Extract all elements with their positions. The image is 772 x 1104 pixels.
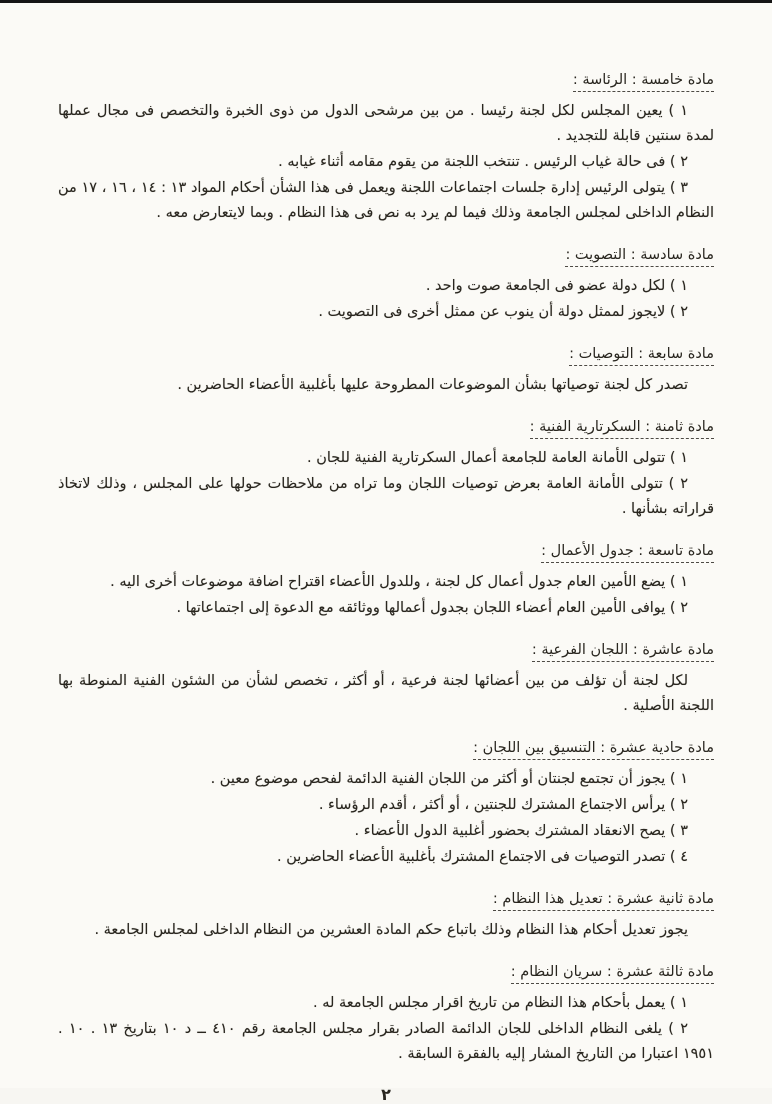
- article-6: [58, 244, 714, 325]
- article-6-title: مادة سادسة : التصويت :: [58, 244, 714, 266]
- article-9-item-2: ٢ ) يوافى الأمين العام أعضاء اللجان بجدول أعمالها ووثائقه مع الدعوة إلى اجتماعاتها .: [176, 600, 688, 616]
- article-6-item-1: ١ ) لكل دولة عضو فى الجامعة صوت واحد .: [425, 278, 688, 294]
- article-8: [58, 416, 714, 522]
- article-7-body: تصدر كل لجنة توصياتها بشأن الموضوعات المطروحة عليها بأغلبية الأعضاء الحاضرين .: [177, 377, 688, 393]
- article-12-title: مادة ثانية عشرة : تعديل هذا النظام :: [58, 888, 714, 910]
- article-9-item-1: ١ ) يضع الأمين العام جدول أعمال كل لجنة ، وللدول الأعضاء اقتراح اضافة موضوعات أخرى اليه .: [110, 574, 688, 590]
- article-10-body: لكل لجنة أن تؤلف من بين أعضائها لجنة فرعية ، أو أكثر ، تخصص لشأن من الشئون الفنية المنوطة بها اللجنة الأصلية .: [58, 673, 714, 714]
- article-10: [58, 639, 714, 719]
- article-9: [58, 540, 714, 621]
- article-12: [58, 888, 714, 943]
- article-11-item-2: ٢ ) يرأس الاجتماع المشترك للجنتين ، أو أكثر ، أقدم الرؤساء .: [318, 797, 688, 813]
- article-7-title: مادة سابعة : التوصيات :: [58, 343, 714, 365]
- article-11-item-1: ١ ) يجوز أن تجتمع لجنتان أو أكثر من اللجان الفنية الدائمة لفحص موضوع معين .: [210, 771, 688, 787]
- article-13-item-1: ١ ) يعمل بأحكام هذا النظام من تاريخ اقرار مجلس الجامعة له .: [313, 995, 688, 1011]
- article-8-title: مادة ثامنة : السكرتارية الفنية :: [58, 416, 714, 438]
- article-5: [58, 69, 714, 226]
- page-number: ٢: [381, 1085, 391, 1104]
- article-7: [58, 343, 714, 398]
- article-5-title: مادة خامسة : الرئاسة :: [58, 69, 714, 91]
- article-9-title: مادة تاسعة : جدول الأعمال :: [58, 540, 714, 562]
- article-13-title: مادة ثالثة عشرة : سريان النظام :: [58, 961, 714, 983]
- article-10-title: مادة عاشرة : اللجان الفرعية :: [58, 639, 714, 661]
- article-5-item-2: ٢ ) فى حالة غياب الرئيس . تنتخب اللجنة من يقوم مقامه أثناء غيابه .: [278, 154, 688, 170]
- article-8-item-1: ١ ) تتولى الأمانة العامة للجامعة أعمال السكرتارية الفنية للجان .: [307, 450, 688, 466]
- article-12-body: يجوز تعديل أحكام هذا النظام وذلك باتباع حكم المادة العشرين من النظام الداخلى لمجلس الجامعة .: [94, 922, 688, 938]
- article-6-item-2: ٢ ) لايجوز لممثل دولة أن ينوب عن ممثل أخرى فى التصويت .: [318, 304, 688, 320]
- article-11-item-3: ٣ ) يصح الانعقاد المشترك بحضور أغلبية الدول الأعضاء .: [354, 823, 688, 839]
- document-page: [0, 3, 772, 1104]
- article-11-title: مادة حادية عشرة : التنسيق بين اللجان :: [58, 737, 714, 759]
- article-13: [58, 961, 714, 1067]
- article-5-item-3: ٣ ) يتولى الرئيس إدارة جلسات اجتماعات اللجنة ويعمل فى هذا الشأن أحكام المواد ١٣ : ١٤ ، ١٦ ، ١٧ من النظام الداخلى لمجلس الجامعة وذلك فيما لم يرد به نص فى هذا النظام . وبما لايتعارض معه .: [58, 180, 714, 221]
- article-13-item-2: ٢ ) يلغى النظام الداخلى للجان الدائمة الصادر بقرار مجلس الجامعة رقم ٤١٠ ــ د ١٠ بتاريخ ١٣ . ١٠ . ١٩٥١ اعتبارا من التاريخ المشار إليه بالفقرة السابقة .: [58, 1021, 714, 1062]
- article-5-item-1: ١ ) يعين المجلس لكل لجنة رئيسا . من بين مرشحى الدول من ذوى الخبرة والتخصص فى مجال عملها لمدة سنتين قابلة للتجديد .: [58, 103, 714, 144]
- article-11-item-4: ٤ ) تصدر التوصيات فى الاجتماع المشترك بأغلبية الأعضاء الحاضرين .: [277, 849, 688, 865]
- article-11: [58, 737, 714, 870]
- article-8-item-2: ٢ ) تتولى الأمانة العامة بعرض توصيات اللجان وما تراه من ملاحظات حولها على المجلس ، وذلك لاتخاذ قراراته بشأنها .: [58, 476, 714, 517]
